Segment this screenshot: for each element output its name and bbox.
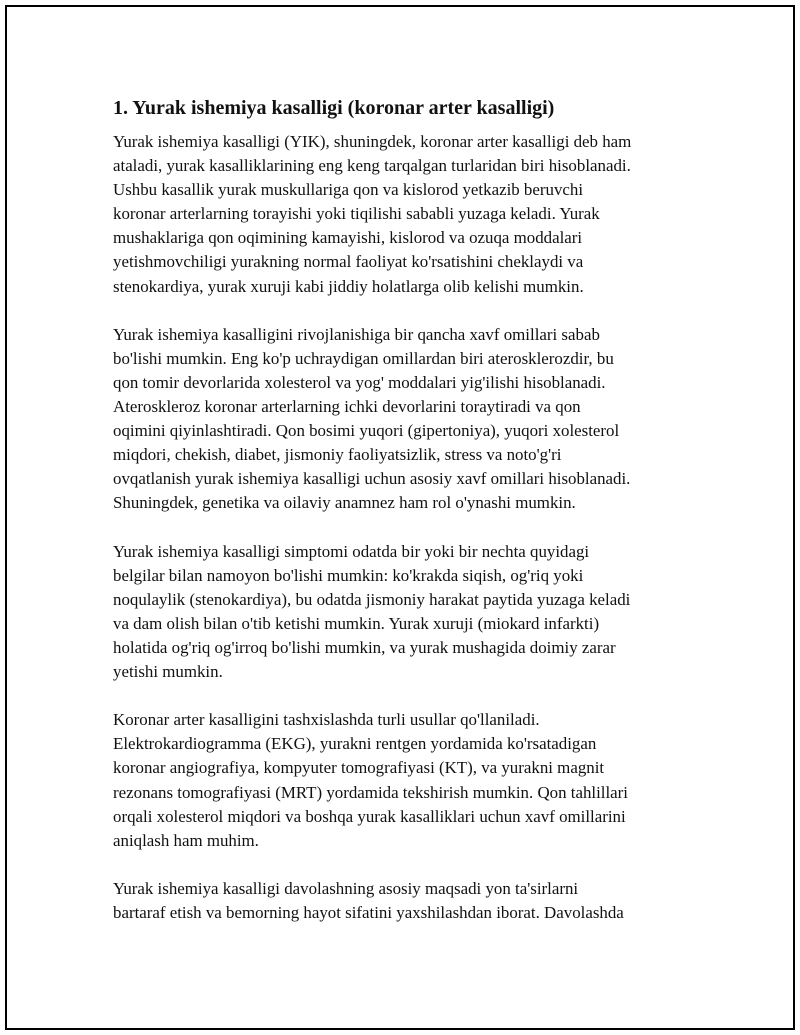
text-line: belgilar bilan namoyon bo'lishi mumkin: ko'krakda siqish, og'riq yoki: [113, 565, 584, 585]
text-line: holatida og'riq og'irroq bo'lishi mumkin, va yurak mushagida doimiy zarar: [113, 637, 616, 657]
text-line: Elektrokardiogramma (EKG), yurakni rentgen yordamida ko'rsatadigan: [113, 734, 597, 754]
text-line: Koronar arter kasalligini tashxislashda turli usullar qo'llaniladi.: [113, 710, 540, 730]
text-line: aniqlash ham muhim.: [113, 830, 259, 850]
paragraph-1: [113, 130, 693, 299]
text-line: qon tomir devorlarida xolesterol va yog' moddalari yig'ilishi hisoblanadi.: [113, 372, 606, 392]
text-line: ovqatlanish yurak ishemiya kasalligi uchun asosiy xavf omillari hisoblanadi.: [113, 469, 631, 489]
text-line: Yurak ishemiya kasalligini rivojlanishiga bir qancha xavf omillari sabab: [113, 324, 600, 344]
text-line: noqulaylik (stenokardiya), bu odatda jismoniy harakat paytida yuzaga keladi: [113, 589, 631, 609]
paragraph-3: [113, 540, 693, 685]
text-line: Shuningdek, genetika va oilaviy anamnez ham rol o'ynashi mumkin.: [113, 493, 576, 513]
section-heading: 1. Yurak ishemiya kasalligi (koronar arter kasalligi): [113, 97, 555, 119]
document-body: [113, 96, 693, 949]
text-line: miqdori, chekish, diabet, jismoniy faoliyatsizlik, stress va noto'g'ri: [113, 445, 562, 465]
text-line: rezonans tomografiyasi (MRT) yordamida tekshirish mumkin. Qon tahlillari: [113, 782, 628, 802]
text-line: koronar arterlarning torayishi yoki tiqilishi sababli yuzaga keladi. Yurak: [113, 204, 600, 224]
text-line: bo'lishi mumkin. Eng ko'p uchraydigan omillardan biri aterosklerozdir, bu: [113, 348, 614, 368]
text-line: Yurak ishemiya kasalligi (YIK), shuningdek, koronar arter kasalligi deb ham: [113, 132, 632, 151]
text-line: oqimini qiyinlashtiradi. Qon bosimi yuqori (gipertoniya), yuqori xolesterol: [113, 421, 620, 441]
text-line: bartaraf etish va bemorning hayot sifatini yaxshilashdan iborat. Davolashda: [113, 903, 624, 922]
text-line: va dam olish bilan o'tib ketishi mumkin. Yurak xuruji (miokard infarkti): [113, 613, 600, 633]
text-line: Ateroskleroz koronar arterlarning ichki devorlarini toraytiradi va qon: [113, 397, 581, 417]
text-line: mushaklariga qon oqimining kamayishi, kislorod va ozuqa moddalari: [113, 228, 583, 248]
text-line: Ushbu kasallik yurak muskullariga qon va kislorod yetkazib beruvchi: [113, 180, 584, 200]
text-line: Yurak ishemiya kasalligi davolashning asosiy maqsadi yon ta'sirlarni: [113, 878, 579, 898]
paragraph-2: [113, 323, 693, 516]
paragraph-5: [113, 877, 693, 925]
text-line: orqali xolesterol miqdori va boshqa yurak kasalliklari uchun xavf omillarini: [113, 806, 626, 826]
text-line: ataladi, yurak kasalliklarining eng keng tarqalgan turlaridan biri hisoblanadi.: [113, 156, 631, 176]
text-line: koronar angiografiya, kompyuter tomografiyasi (KT), va yurakni magnit: [113, 758, 605, 778]
paragraph-4: [113, 708, 693, 853]
text-line: yetishmovchiligi yurakning normal faoliyat ko'rsatishini cheklaydi va: [113, 252, 584, 272]
text-line: stenokardiya, yurak xuruji kabi jiddiy holatlarga olib kelishi mumkin.: [113, 276, 584, 296]
text-line: yetishi mumkin.: [113, 662, 223, 682]
text-line: Yurak ishemiya kasalligi simptomi odatda bir yoki bir nechta quyidagi: [113, 541, 590, 561]
